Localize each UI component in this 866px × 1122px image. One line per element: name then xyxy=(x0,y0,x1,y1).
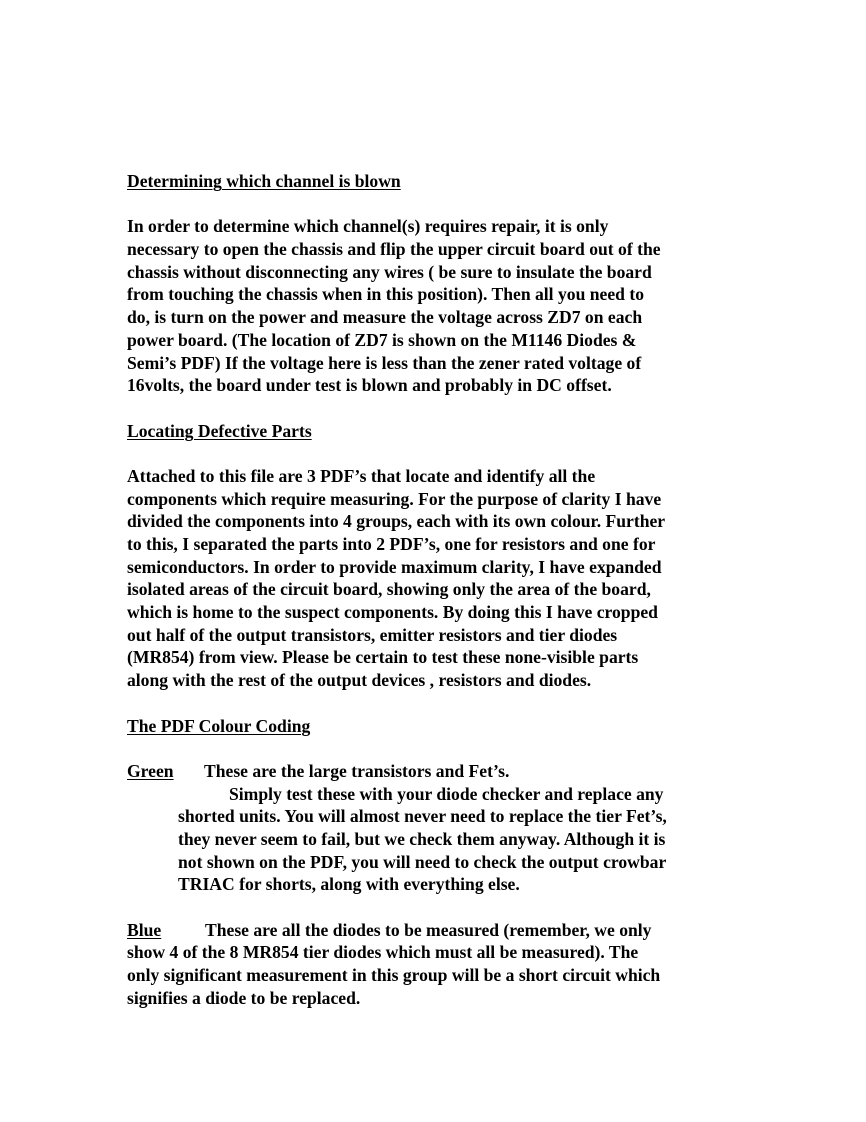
blue-first-text: These are all the diodes to be measured (remember, we only xyxy=(205,919,652,940)
text-line: (MR854) from view. Please be certain to test these none-visible parts xyxy=(127,647,639,668)
text-line: TRIAC for shorts, along with everything else. xyxy=(178,874,520,895)
text-line: chassis without disconnecting any wires ( be sure to insulate the board xyxy=(127,261,652,282)
text-line: out half of the output transistors, emitter resistors and tier diodes xyxy=(127,624,618,645)
spacer xyxy=(127,896,747,919)
text-line: they never seem to fail, but we check them anyway. Although it is xyxy=(178,828,666,849)
text-line: do, is turn on the power and measure the voltage across ZD7 on each xyxy=(127,307,643,328)
heading-locating-defective-parts: Locating Defective Parts xyxy=(127,420,312,441)
text-line: isolated areas of the circuit board, showing only the area of the board, xyxy=(127,579,651,600)
text-line: along with the rest of the output devices , resistors and diodes. xyxy=(127,670,592,691)
text-line: Attached to this file are 3 PDF’s that locate and identify all the xyxy=(127,465,596,486)
text-line: to this, I separated the parts into 2 PDF’s, one for resistors and one for xyxy=(127,534,656,554)
text-line: components which require measuring. For the purpose of clarity I have xyxy=(127,488,662,509)
text-line: from touching the chassis when in this position). Then all you need to xyxy=(127,284,644,305)
green-first-text: These are the large transistors and Fet’s. xyxy=(204,760,510,781)
text-line: signifies a diode to be replaced. xyxy=(127,987,361,1008)
heading-determining-channel: Determining which channel is blown xyxy=(127,171,401,191)
colour-group-green xyxy=(127,760,747,896)
spacer xyxy=(127,692,747,715)
spacer xyxy=(127,193,747,216)
text-line: divided the components into 4 groups, each with its own colour. Further xyxy=(127,511,666,532)
spacer xyxy=(127,737,747,760)
text-line: semiconductors. In order to provide maximum clarity, I have expanded xyxy=(127,556,662,577)
text-line: not shown on the PDF, you will need to check the output crowbar xyxy=(178,851,667,872)
spacer xyxy=(127,397,747,420)
green-first-line xyxy=(127,760,747,783)
text-line: show 4 of the 8 MR854 tier diodes which must all be measured). The xyxy=(127,942,639,963)
green-label: Green xyxy=(127,760,174,781)
spacer xyxy=(127,442,747,465)
green-second-line: Simply test these with your diode checker and replace any xyxy=(229,783,664,804)
text-line: necessary to open the chassis and flip the upper circuit board out of the xyxy=(127,239,661,260)
colour-group-blue xyxy=(127,919,747,1010)
text-line: only significant measurement in this group will be a short circuit which xyxy=(127,965,661,986)
document-page xyxy=(127,170,747,1009)
paragraph-determining-channel xyxy=(127,215,747,397)
text-line: power board. (The location of ZD7 is shown on the M1146 Diodes & xyxy=(127,329,637,350)
heading-pdf-colour-coding: The PDF Colour Coding xyxy=(127,715,311,736)
text-line: which is home to the suspect components. By doing this I have cropped xyxy=(127,602,658,623)
text-line: In order to determine which channel(s) requires repair, it is only xyxy=(127,216,609,237)
text-line: 16volts, the board under test is blown and probably in DC offset. xyxy=(127,375,612,396)
blue-first-line xyxy=(127,919,747,942)
blue-label: Blue xyxy=(127,919,162,940)
text-line: Semi’s PDF) If the voltage here is less than the zener rated voltage of xyxy=(127,352,642,373)
text-line: shorted units. You will almost never need to replace the tier Fet’s, xyxy=(178,806,667,827)
paragraph-locating-defective-parts xyxy=(127,465,747,692)
